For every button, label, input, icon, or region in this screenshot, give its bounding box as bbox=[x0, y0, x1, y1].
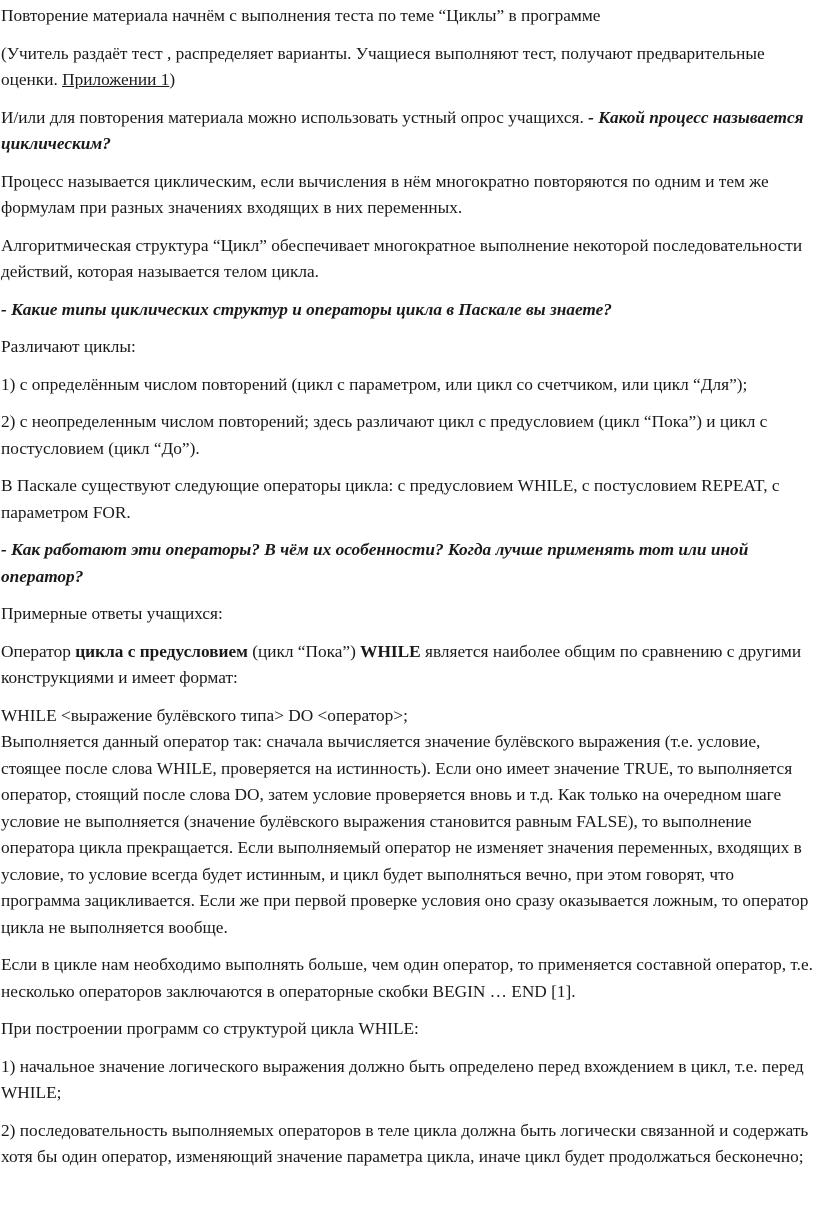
while-syntax: WHILE <выражение булёвского типа> DO <оператор>; bbox=[1, 705, 408, 725]
paragraph-oral-survey bbox=[1, 105, 816, 158]
paragraph-loop-kinds: Различают циклы: bbox=[1, 337, 136, 356]
teacher-note-text: (Учитель раздаёт тест , распределяет варианты. Учащиеся выполняют тест, получают предварительные оценки. bbox=[1, 43, 765, 89]
while-intro-bold-1: цикла с предусловием bbox=[75, 641, 248, 661]
while-explanation-text: Выполняется данный оператор так: сначала вычисляется значение булёвского выражения (т.е. условие, стоящее после слова WHILE, проверяется на истинность). Если оно имеет значение TRUE, то выполняется оператор, стоящий после слова DO, затем условие проверяется вновь и т.д. Как только на очередном шаге условие не выполняется (значение булёвского выражения становится равным FALSE), то выполнение оператора цикла прекращается. Если выполняемый оператор не изменяет значения переменных, входящих в условие, то условие всегда будет истинным, и цикл будет выполняться вечно, при этом говорят, что программа зацикливается. Если же при первой проверке условия оно сразу оказывается ложным, то оператор цикла не выполняется вообще. bbox=[1, 732, 809, 937]
paragraph-sample-answers: Примерные ответы учащихся: bbox=[1, 604, 223, 623]
list-item-unfixed-loops: 2) с неопределенным числом повторений; здесь различают цикл с предусловием (цикл “Пока”) и цикл с постусловием (цикл “До”). bbox=[1, 412, 768, 458]
paragraph-while-explanation bbox=[1, 703, 816, 942]
teacher-note-close: ) bbox=[169, 70, 176, 89]
while-intro-text-2: (цикл “Пока”) bbox=[247, 641, 361, 661]
question-loop-types: - Какие типы циклических структур и операторы цикла в Паскале вы знаете? bbox=[1, 299, 612, 319]
appendix-link[interactable]: Приложении 1 bbox=[62, 70, 170, 89]
list-item-fixed-loops: 1) с определённым числом повторений (цикл с параметром, или цикл со счетчиком, или цикл “Для”); bbox=[1, 374, 748, 394]
while-intro-text-1: Оператор bbox=[1, 641, 76, 661]
paragraph-teacher-note bbox=[1, 41, 816, 94]
paragraph-intro: Повторение материала начнём с выполнения теста по теме “Циклы” в программе bbox=[1, 6, 601, 25]
while-intro-text-3: является наиболее общим по сравнению с другими конструкциями и имеет формат: bbox=[1, 641, 802, 687]
paragraph-while-rules-intro: При построении программ со структурой цикла WHILE: bbox=[1, 1019, 419, 1038]
question-cyclic-process: - Какой процесс называется циклическим? bbox=[1, 107, 804, 153]
question-how-operators-work: - Как работают эти операторы? В чём их особенности? Когда лучше применять тот или иной оператор? bbox=[1, 540, 749, 586]
paragraph-cyclic-definition: Процесс называется циклическим, если вычисления в нём многократно повторяются по одним и тем же формулам при разных значениях входящих в них переменных. bbox=[1, 171, 769, 217]
paragraph-compound-operator: Если в цикле нам необходимо выполнять больше, чем один оператор, то применяется составной оператор, т.е. несколько операторов заключаются в операторные скобки BEGIN … END [1]. bbox=[1, 955, 813, 1001]
oral-survey-text: И/или для повторения материала можно использовать устный опрос учащихся. bbox=[1, 107, 589, 127]
list-item-rule-2: 2) последовательность выполняемых операторов в теле цикла должна быть логически связанной и содержать хотя бы один оператор, изменяющий значение параметра цикла, иначе цикл будет продолжаться бесконечно; bbox=[1, 1120, 809, 1166]
paragraph-pascal-operators: В Паскале существуют следующие операторы цикла: с предусловием WHILE, с постусловием REPEAT, с параметром FOR. bbox=[1, 476, 780, 522]
paragraph-while-intro bbox=[1, 639, 816, 692]
list-item-rule-1: 1) начальное значение логического выражения должно быть определено перед вхождением в цикл, т.е. перед WHILE; bbox=[1, 1056, 804, 1102]
while-intro-bold-2: WHILE bbox=[360, 641, 421, 661]
paragraph-loop-structure: Алгоритмическая структура “Цикл” обеспечивает многократное выполнение некоторой последовательности действий, которая называется телом цикла. bbox=[1, 235, 803, 281]
